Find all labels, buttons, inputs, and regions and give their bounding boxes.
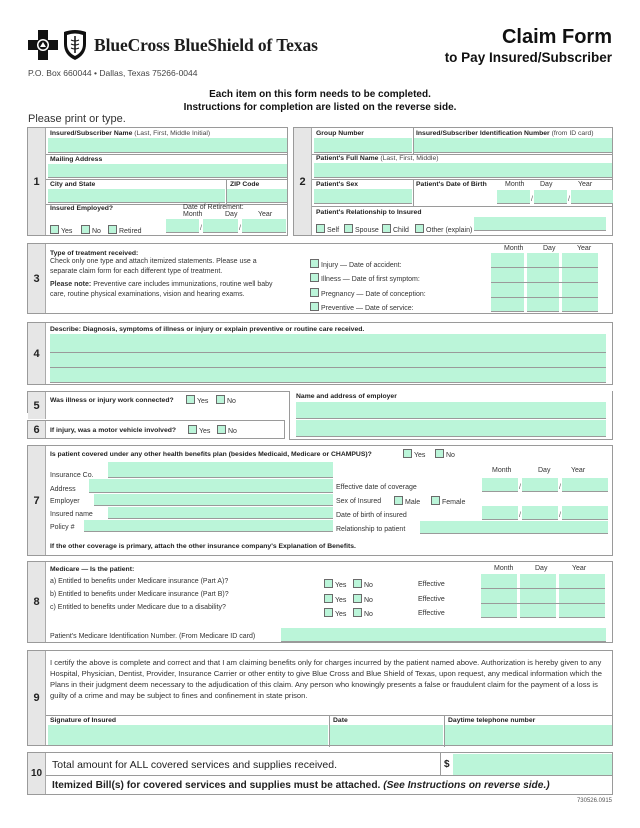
employer-input[interactable] (94, 494, 333, 506)
patient-dob-label: Patient's Date of Birth (416, 181, 487, 188)
effective-label: Effective (418, 610, 445, 617)
retirement-month-input[interactable] (166, 219, 199, 233)
mailing-address: P.O. Box 660044 • Dallas, Texas 75266-0044 (28, 68, 198, 78)
total-amount-label: Total amount for ALL covered services and supplies received. (52, 759, 338, 771)
insured-male-checkbox[interactable]: Male (394, 496, 420, 506)
subscriber-id-label: Insured/Subscriber Identification Number (from ID card) (416, 130, 594, 137)
insured-employed-label: Insured Employed? (50, 205, 114, 212)
month-label: Month (494, 565, 514, 572)
patient-dob-month-input[interactable] (497, 190, 530, 204)
section-number: 5 (28, 392, 46, 419)
disability-no-checkbox[interactable]: No (353, 608, 373, 618)
employer-line-2-input[interactable] (296, 420, 606, 437)
mailing-address-label: Mailing Address (50, 156, 103, 163)
certification-text: I certify the above is complete and correct and that I am claiming benefits only for charges incurred by the patient named above. Authorization is hereby given to any Hospital, Physician, Dentist, Provider, Insurance Carrier or other entity to give Blue Cross and Blue Shield of Texas, upon request, any medical information which the Plans in their judgment deem necessary to the adjudication of this claim. Any person who knowingly presents a false or fraudulent claim for the payment of a loss is guilty of a crime and may be subject to fines and confinement in state prison. (50, 658, 602, 700)
insurance-co-label: Insurance Co. (50, 472, 94, 479)
brand-name: BlueCross BlueShield of Texas (94, 34, 318, 55)
section-9 (27, 650, 613, 746)
injury-checkbox[interactable]: Injury — Date of accident: (310, 259, 402, 269)
blue-shield-icon (62, 29, 88, 61)
effective-month-input[interactable] (482, 478, 518, 492)
patient-sex-input[interactable] (314, 189, 412, 204)
work-connected-question: Was illness or injury work connected? (50, 397, 174, 404)
dollar-sign: $ (444, 759, 450, 770)
section-4 (27, 322, 613, 385)
effective-day-input[interactable] (522, 478, 558, 492)
relationship-other-checkbox[interactable]: Other (explain) (415, 224, 472, 234)
section-2: 2 Group Number Insured/Subscriber Identification Number (from ID card) Patient's Full Name (Last, First, Middle) Patient's Sex Patient's Date of Birth Month Day Year / / Patient's Relationship to Insured Self Spouse Child Other (explain) (293, 127, 613, 236)
total-amount-input[interactable] (453, 754, 612, 775)
section-number: 2 (294, 128, 312, 235)
year-label: Year (571, 467, 586, 474)
employer-line-1-input[interactable] (296, 402, 606, 419)
employer-label: Name and address of employer (296, 393, 397, 400)
relationship-spouse-checkbox[interactable]: Spouse (344, 224, 379, 234)
retirement-day-input[interactable] (203, 219, 238, 233)
relationship-label: Patient's Relationship to Insured (316, 209, 422, 216)
insured-female-checkbox[interactable]: Female (431, 496, 465, 506)
address-input[interactable] (89, 479, 333, 493)
medicare-year-inputs[interactable] (559, 574, 605, 618)
insured-dob-label: Date of birth of insured (336, 512, 407, 519)
day-label: Day (543, 245, 556, 252)
patient-sex-label: Patient's Sex (316, 181, 359, 188)
policy-label: Policy # (50, 524, 75, 531)
insured-name-input[interactable] (108, 507, 333, 519)
medicare-disability-question: c) Entitled to benefits under Medicare due to a disability? (50, 604, 226, 611)
phone-label: Daytime telephone number (448, 717, 536, 724)
month-label: Month (492, 467, 512, 474)
insured-dob-day-input[interactable] (522, 506, 558, 520)
signature-label: Signature of Insured (50, 717, 117, 724)
part-b-no-checkbox[interactable]: No (353, 594, 373, 604)
instructions (0, 88, 640, 114)
section-3 (27, 243, 613, 314)
year-label: Year (572, 565, 587, 572)
group-number-label: Group Number (316, 130, 364, 137)
medicare-part-b-question: b) Entitled to benefits under Medicare insurance (Part B)? (50, 591, 229, 598)
section-10 (27, 752, 613, 795)
insured-name-label: Insured name (50, 511, 93, 518)
month-label: Month (504, 245, 524, 252)
year-label: Year (577, 245, 592, 252)
year-label: Year (578, 181, 593, 188)
motor-vehicle-no-checkbox[interactable]: No (217, 425, 237, 435)
instruction-line-2: Instructions for completion are listed on the reverse side. (183, 102, 457, 113)
zip-code-label: ZIP Code (230, 181, 260, 188)
section-number: 9 (28, 651, 46, 745)
patient-name-label: Patient's Full Name (Last, First, Middle) (316, 155, 439, 162)
instruction-line-1: Each item on this form needs to be completed. (209, 89, 431, 100)
sex-of-insured-label: Sex of Insured (336, 498, 382, 505)
year-label: Year (258, 211, 273, 218)
section-8 (27, 561, 613, 643)
insured-name-label: Insured/Subscriber Name (Last, First, Middle Initial) (50, 130, 211, 137)
medicare-heading: Medicare — Is the patient: (50, 566, 135, 573)
relationship-to-patient-input[interactable] (420, 521, 608, 534)
section-6 (27, 420, 285, 439)
work-connected-yes-checkbox[interactable]: Yes (186, 395, 208, 405)
medicare-id-input[interactable] (281, 628, 606, 642)
effective-year-input[interactable] (562, 478, 608, 492)
city-state-input[interactable] (48, 189, 225, 203)
part-b-yes-checkbox[interactable]: Yes (324, 594, 346, 604)
other-coverage-no-checkbox[interactable]: No (435, 449, 455, 459)
mailing-address-input[interactable] (48, 164, 287, 178)
group-number-input[interactable] (314, 138, 412, 153)
day-label: Day (225, 211, 238, 218)
policy-number-input[interactable] (84, 520, 333, 532)
form-subtitle: to Pay Insured/Subscriber (444, 50, 612, 65)
medicare-month-inputs[interactable] (481, 574, 517, 618)
pregnancy-checkbox[interactable]: Pregnancy — Date of conception: (310, 288, 426, 298)
employed-no-checkbox[interactable]: No (81, 225, 101, 235)
section-number: 3 (28, 244, 46, 313)
address-label: Address (50, 486, 76, 493)
other-coverage-yes-checkbox[interactable]: Yes (403, 449, 425, 459)
relationship-explain-input[interactable] (474, 217, 606, 231)
work-connected-no-checkbox[interactable]: No (216, 395, 236, 405)
patient-dob-year-input[interactable] (571, 190, 613, 204)
print-note: Please print or type. (28, 113, 126, 125)
month-label: Month (183, 211, 203, 218)
motor-vehicle-yes-checkbox[interactable]: Yes (188, 425, 210, 435)
employer-box (289, 391, 613, 440)
form-title-block (445, 26, 612, 65)
section-1: 1 Insured/Subscriber Name (Last, First, Middle Initial) Mailing Address City and State ZIP Code Insured Employed? Date of Retirement: Month Day Year Yes No Retired / / (27, 127, 288, 236)
diagnosis-description-input[interactable] (50, 334, 606, 382)
treatment-instructions: Check only one type and attach itemized statements. Please use a separate claim form for each different type of treatment. (50, 258, 257, 275)
day-label: Day (540, 181, 553, 188)
motor-vehicle-question: If injury, was a motor vehicle involved? (50, 427, 177, 434)
form-code: 730526.0915 (576, 798, 612, 804)
part-a-no-checkbox[interactable]: No (353, 579, 373, 589)
city-state-label: City and State (50, 181, 96, 188)
other-coverage-question: Is patient covered under any other health benefits plan (besides Medicaid, Medicare or CHAMPUS)? (50, 451, 372, 458)
section-number: 6 (28, 421, 46, 438)
retirement-date-label: Date of Retirement: (183, 204, 244, 211)
day-label: Day (535, 565, 548, 572)
subscriber-id-input[interactable] (414, 138, 612, 153)
retirement-year-input[interactable] (242, 219, 286, 233)
preventive-note: Please note: Preventive care includes immunizations, routine well baby care, routine physical examinations, vision and hearing exams. (50, 281, 273, 298)
insured-dob-year-input[interactable] (562, 506, 608, 520)
effective-label: Effective (418, 581, 445, 588)
insurance-co-input[interactable] (108, 462, 333, 478)
zip-code-input[interactable] (227, 189, 287, 203)
brand-logo (28, 28, 318, 62)
day-label: Day (538, 467, 551, 474)
phone-input[interactable] (445, 725, 612, 746)
signature-input[interactable] (48, 725, 328, 746)
effective-label: Effective (418, 596, 445, 603)
relationship-to-patient-label: Relationship to patient (336, 526, 406, 533)
preventive-checkbox[interactable]: Preventive — Date of service: (310, 302, 414, 312)
date-input[interactable] (330, 725, 443, 746)
insured-name-input[interactable] (48, 138, 287, 153)
medicare-id-label: Patient's Medicare Identification Number. (From Medicare ID card) (50, 633, 256, 640)
patient-dob-day-input[interactable] (534, 190, 567, 204)
section-number: 8 (28, 562, 46, 642)
month-label: Month (505, 181, 525, 188)
section-7: 7 Is patient covered under any other health benefits plan (besides Medicaid, Medicare or CHAMPUS)? Yes No Insurance Co. Address Employer Insured name Policy # Month Day Year Effective date of coverage / / Sex of Insured Male Female Date of birth of insured / / Relationship to patient If the other coverage is primary, attach the other insurance company's Explanation of Benefits. (27, 445, 613, 556)
itemized-bill-note: Itemized Bill(s) for covered services and supplies must be attached. (See Instructions on reverse side.) (52, 780, 550, 791)
section-number: 7 (28, 446, 46, 555)
patient-name-input[interactable] (314, 163, 612, 178)
section-number: 4 (28, 323, 46, 384)
illness-checkbox[interactable]: Illness — Date of first symptom: (310, 273, 420, 283)
employed-yes-checkbox[interactable]: Yes (50, 225, 72, 235)
medicare-part-a-question: a) Entitled to benefits under Medicare insurance (Part A)? (50, 578, 229, 585)
relationship-child-checkbox[interactable]: Child (382, 224, 409, 234)
relationship-self-checkbox[interactable]: Self (316, 224, 339, 234)
disability-yes-checkbox[interactable]: Yes (324, 608, 346, 618)
insured-dob-month-input[interactable] (482, 506, 518, 520)
form-title: Claim Form (501, 26, 612, 48)
section-number: 10 (28, 753, 46, 794)
date-label: Date (333, 717, 348, 724)
primary-coverage-note: If the other coverage is primary, attach the other insurance company's Explanation of Benefits. (50, 543, 356, 550)
blue-cross-icon (28, 30, 58, 60)
employed-retired-checkbox[interactable]: Retired (108, 225, 142, 235)
part-a-yes-checkbox[interactable]: Yes (324, 579, 346, 589)
describe-label: Describe: Diagnosis, symptoms of illness or injury or explain preventive or routine care received. (50, 326, 365, 333)
employer-label: Employer (50, 498, 80, 505)
treatment-type-heading: Type of treatment received: (50, 250, 139, 257)
effective-date-label: Effective date of coverage (336, 484, 417, 491)
medicare-day-inputs[interactable] (520, 574, 556, 618)
section-number: 1 (28, 128, 46, 235)
